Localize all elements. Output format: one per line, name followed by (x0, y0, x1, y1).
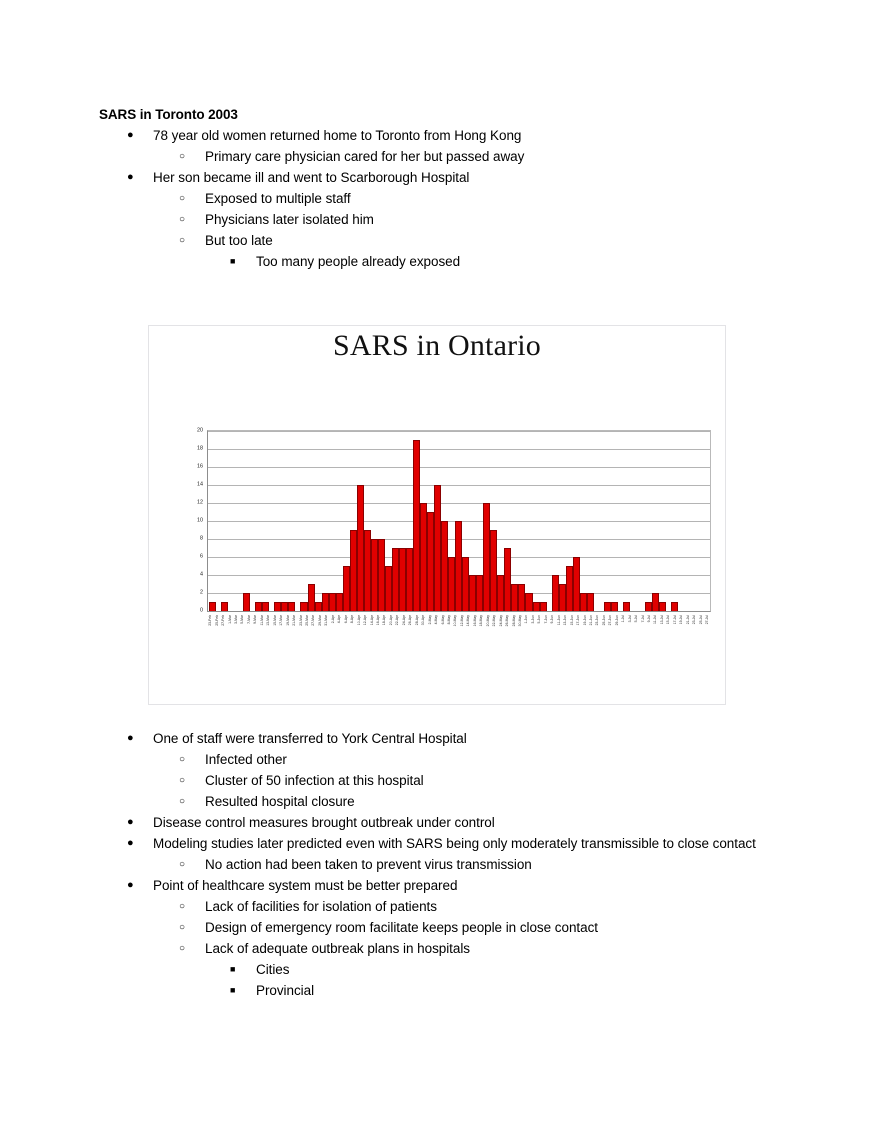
x-axis-tick-label: 1-Mar (227, 615, 232, 624)
x-axis-tick-label: 10-Apr (356, 615, 361, 626)
bullet-circle-icon (179, 770, 205, 791)
x-axis-tick-label: 19-Jul (679, 615, 684, 625)
x-axis-tick-label: 25-Feb (214, 615, 219, 626)
bar (462, 557, 469, 611)
x-axis-tick-label: 15-Jul (666, 615, 671, 625)
bar (469, 575, 476, 611)
y-axis-tick-label: 4 (200, 571, 203, 578)
bar (659, 602, 666, 611)
x-axis-tick-label: 25-Jun (602, 615, 607, 626)
bar (604, 602, 611, 611)
bar (587, 593, 594, 611)
x-axis-tick-label: 11-Mar (260, 615, 265, 626)
x-axis-tick-label: 16-Apr (376, 615, 381, 626)
x-axis-tick-label: 10-May (453, 615, 458, 627)
bullet-square-icon (230, 251, 256, 272)
bar (371, 539, 378, 611)
x-axis-tick-label: 6-May (440, 615, 445, 625)
x-axis-tick-label: 18-Apr (382, 615, 387, 626)
bar (566, 566, 573, 611)
x-axis-tick-label: 5-Mar (240, 615, 245, 624)
x-axis-tick-label: 22-May (492, 615, 497, 627)
list-item (179, 749, 799, 770)
bar (580, 593, 587, 611)
bullet-circle-icon (179, 896, 205, 917)
list-item-label: Exposed to multiple staff (205, 191, 351, 206)
list-item-label: Design of emergency room facilitate keeps people in close contact (205, 920, 598, 935)
x-axis-tick-label: 1-Jul (621, 615, 626, 623)
outline-list-top (99, 125, 799, 272)
y-axis-tick-label: 10 (197, 517, 203, 524)
bar (448, 557, 455, 611)
x-axis-tick-label: 21-Jul (685, 615, 690, 625)
x-axis-tick-label: 7-Jun (543, 615, 548, 624)
x-axis-tick-label: 3-Jul (627, 615, 632, 623)
bar (385, 566, 392, 611)
x-axis-tick-label: 17-Jun (576, 615, 581, 626)
list-item-label: Point of healthcare system must be better prepared (153, 878, 458, 893)
list-item (179, 896, 799, 917)
x-axis-tick-label: 24-May (498, 615, 503, 627)
bar (329, 593, 336, 611)
x-axis-tick-label: 14-May (466, 615, 471, 627)
bar (336, 593, 343, 611)
list-item-label: Provincial (256, 983, 315, 998)
bullet-circle-icon (179, 917, 205, 938)
bar (652, 593, 659, 611)
bullet-disc-icon (127, 125, 153, 146)
x-axis-tick-label: 28-Apr (414, 615, 419, 626)
bar (441, 521, 448, 611)
x-axis-tick-label: 18-May (479, 615, 484, 627)
x-axis-tick-label: 9-Jun (550, 615, 555, 624)
bar (221, 602, 228, 611)
x-axis-tick-label: 7-Mar (247, 615, 252, 624)
x-axis-tick-label: 9-Mar (253, 615, 258, 624)
x-axis-tick-label: 26-Apr (408, 615, 413, 626)
y-axis-tick-labels (191, 427, 205, 614)
bar (533, 602, 540, 611)
y-axis-tick-label: 16 (197, 463, 203, 470)
x-axis-tick-label: 11-Jun (556, 615, 561, 626)
bar (552, 575, 559, 611)
plot-area (207, 430, 711, 612)
list-item (179, 917, 799, 938)
list-item-label: No action had been taken to prevent virus transmission (205, 857, 532, 872)
bar (413, 440, 420, 611)
list-item (179, 854, 799, 875)
list-item (179, 770, 799, 791)
x-axis-tick-labels (208, 614, 711, 640)
bullet-square-icon (230, 959, 256, 980)
x-axis-tick-label: 13-Jul (660, 615, 665, 625)
list-item (179, 188, 799, 209)
x-axis-tick-label: 31-Mar (324, 615, 329, 626)
bar (455, 521, 462, 611)
x-axis-tick-label: 12-May (460, 615, 465, 627)
bar-series (209, 431, 709, 611)
x-axis-tick-label: 21-Mar (292, 615, 297, 626)
x-axis-tick-label: 25-Mar (305, 615, 310, 626)
chart-plot-wrapper (191, 427, 711, 627)
list-item-label: Infected other (205, 752, 287, 767)
y-axis-tick-label: 18 (197, 445, 203, 452)
x-axis-tick-label: 23-Jul (692, 615, 697, 625)
bar (288, 602, 295, 611)
bar (406, 548, 413, 611)
x-axis-tick-label: 4-Apr (337, 615, 342, 624)
bar (573, 557, 580, 611)
list-item-label: Cities (256, 962, 290, 977)
bullet-circle-icon (179, 749, 205, 770)
chart-card (148, 325, 726, 705)
x-axis-tick-label: 27-Mar (311, 615, 316, 626)
y-axis-tick-label: 8 (200, 535, 203, 542)
x-axis-tick-label: 15-Mar (272, 615, 277, 626)
x-axis-tick-label: 19-Mar (285, 615, 290, 626)
x-axis-tick-label: 17-Mar (279, 615, 284, 626)
bar (378, 539, 385, 611)
x-axis-tick-label: 3-Mar (234, 615, 239, 624)
x-axis-tick-label: 27-Jun (608, 615, 613, 626)
x-axis-tick-label: 28-May (511, 615, 516, 627)
x-axis-tick-label: 16-May (473, 615, 477, 627)
list-item-label: Disease control measures brought outbreak under control (153, 815, 495, 830)
x-axis-tick (705, 614, 711, 640)
x-axis-tick-label: 30-May (518, 615, 523, 627)
x-axis-tick-label: 20-May (485, 615, 490, 627)
list-item-label: One of staff were transferred to York Central Hospital (153, 731, 467, 746)
list-item (179, 209, 799, 230)
page-title: SARS in Toronto 2003 (99, 107, 238, 122)
bar (300, 602, 307, 611)
bar (427, 512, 434, 611)
x-axis-tick-label: 9-Jul (647, 615, 652, 623)
list-item (127, 812, 799, 833)
bar (350, 530, 357, 611)
list-item (179, 791, 799, 812)
bar (540, 602, 547, 611)
bullet-circle-icon (179, 146, 205, 167)
bar (511, 584, 518, 611)
list-item-label: Modeling studies later predicted even with SARS being only moderately transmissible to close contact (153, 836, 756, 851)
bar (483, 503, 490, 611)
bullet-circle-icon (179, 209, 205, 230)
x-axis-tick-label: 24-Apr (402, 615, 407, 626)
x-axis-tick-label: 2-May (427, 615, 432, 625)
x-axis-tick-label: 23-Jun (595, 615, 600, 626)
bar (559, 584, 566, 611)
list-item (127, 728, 799, 749)
x-axis-tick-label: 17-Jul (673, 615, 678, 625)
list-item (127, 125, 799, 146)
x-axis-tick-label: 21-Jun (589, 615, 594, 626)
bar (274, 602, 281, 611)
x-axis-tick-label: 29-Mar (318, 615, 323, 626)
x-axis-tick-label: 13-Jun (563, 615, 568, 626)
bar (315, 602, 322, 611)
bullet-square-icon (230, 980, 256, 1001)
x-axis-tick-label: 7-Jul (640, 615, 645, 623)
x-axis-tick-label: 8-Apr (350, 615, 355, 624)
bar (357, 485, 364, 611)
x-axis-tick-label: 30-Apr (421, 615, 426, 626)
bullet-disc-icon (127, 728, 153, 749)
bar (645, 602, 652, 611)
bullet-circle-icon (179, 854, 205, 875)
list-item-label: Lack of facilities for isolation of patients (205, 899, 437, 914)
list-item-label: Her son became ill and went to Scarborough Hospital (153, 170, 470, 185)
bar (518, 584, 525, 611)
x-axis-tick-label: 5-Jul (634, 615, 639, 623)
list-item (230, 959, 799, 980)
notes-section-bottom (99, 728, 799, 1001)
list-item (230, 980, 799, 1001)
list-item (127, 875, 799, 896)
x-axis-tick-label: 20-Apr (389, 615, 394, 626)
list-item-label: Too many people already exposed (256, 254, 461, 269)
x-axis-tick-label: 13-Mar (266, 615, 271, 626)
x-axis-tick-label: 23-Feb (208, 615, 213, 626)
bar (399, 548, 406, 611)
x-axis-tick-label: 26-May (505, 615, 510, 627)
y-axis-tick-label: 14 (197, 481, 203, 488)
x-axis-tick-label: 14-Apr (369, 615, 374, 626)
x-axis-tick-label: 15-Jun (569, 615, 574, 626)
bar (434, 485, 441, 611)
list-item (230, 251, 799, 272)
bar (476, 575, 483, 611)
x-axis-tick-label: 11-Jul (653, 615, 658, 624)
list-item (127, 833, 799, 854)
bullet-circle-icon (179, 791, 205, 812)
chart-title: SARS in Ontario (332, 329, 542, 362)
x-axis-tick-label: 29-Jun (614, 615, 619, 626)
list-item-label: Primary care physician cared for her but passed away (205, 149, 525, 164)
bar (364, 530, 371, 611)
list-item-label: Physicians later isolated him (205, 212, 374, 227)
x-axis-tick-label: 5-Jun (537, 615, 542, 624)
y-axis-tick-label: 0 (200, 607, 203, 614)
bar (308, 584, 315, 611)
x-axis-tick-label: 3-Jun (531, 615, 536, 624)
bar (525, 593, 532, 611)
bar (255, 602, 262, 611)
x-axis-tick-label: 22-Apr (395, 615, 400, 626)
bar (671, 602, 678, 611)
x-axis-tick-label: 19-Jun (582, 615, 587, 626)
bar (497, 575, 504, 611)
list-item (179, 230, 799, 251)
x-axis-tick-label: 4-May (434, 615, 439, 625)
bullet-circle-icon (179, 230, 205, 251)
bullet-circle-icon (179, 938, 205, 959)
bar (343, 566, 350, 611)
bar (322, 593, 329, 611)
y-axis-tick-label: 20 (197, 427, 203, 434)
x-axis-tick-label: 8-May (447, 615, 452, 625)
notes-section-top (99, 104, 799, 272)
bullet-disc-icon (127, 875, 153, 896)
list-item (127, 167, 799, 188)
list-item (179, 938, 799, 959)
bar (623, 602, 630, 611)
y-axis-tick-label: 12 (197, 499, 203, 506)
list-item-label: Lack of adequate outbreak plans in hospitals (205, 941, 470, 956)
x-axis-tick-label: 12-Apr (363, 615, 368, 626)
x-axis-tick-label: 23-Mar (298, 615, 303, 626)
bar (490, 530, 497, 611)
bar (243, 593, 250, 611)
bar (504, 548, 511, 611)
x-axis-tick-label: 27-Jul (705, 615, 710, 625)
bar (281, 602, 288, 611)
bar (420, 503, 427, 611)
x-axis-tick-label: 2-Apr (331, 615, 336, 624)
bar (262, 602, 269, 611)
bullet-disc-icon (127, 167, 153, 188)
x-axis-tick-label: 1-Jun (524, 615, 529, 624)
list-item-label: Resulted hospital closure (205, 794, 355, 809)
bullet-disc-icon (127, 812, 153, 833)
list-item (179, 146, 799, 167)
list-item-label: But too late (205, 233, 273, 248)
list-item-label: Cluster of 50 infection at this hospital (205, 773, 424, 788)
y-axis-tick-label: 2 (200, 589, 203, 596)
y-axis-tick-label: 6 (200, 553, 203, 560)
bar (209, 602, 216, 611)
bar (392, 548, 399, 611)
bullet-disc-icon (127, 833, 153, 854)
outline-list-bottom (99, 728, 799, 1001)
x-axis-tick-label: 6-Apr (343, 615, 348, 624)
x-axis-tick-label: 27-Feb (221, 615, 226, 626)
x-axis-tick-label: 25-Jul (698, 615, 703, 625)
list-item-label: 78 year old women returned home to Toronto from Hong Kong (153, 128, 522, 143)
bar (611, 602, 618, 611)
bullet-circle-icon (179, 188, 205, 209)
